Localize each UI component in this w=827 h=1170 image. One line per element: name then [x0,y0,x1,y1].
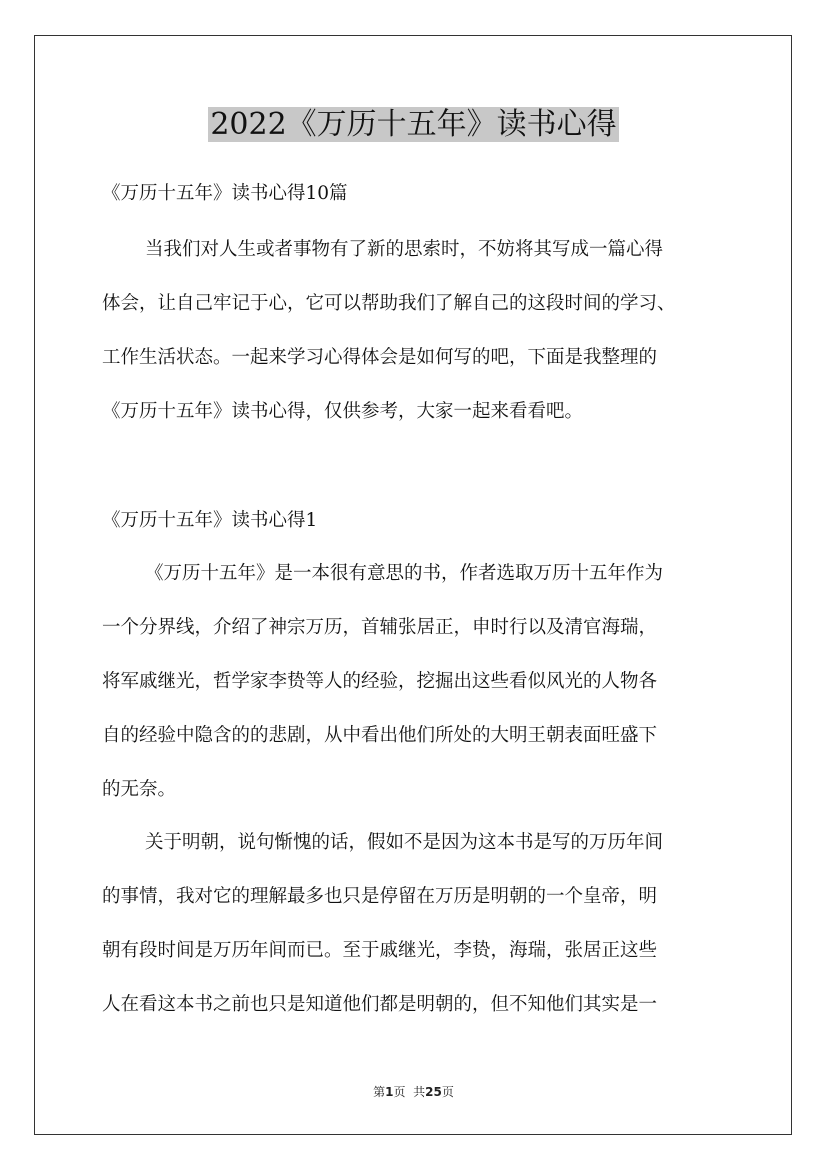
intro-line-4: 《万历十五年》读书心得，仅供参考，大家一起来看看吧。 [102,401,584,422]
para1-line-5: 的无奈。 [102,779,177,800]
total-pages: 25 [425,1085,442,1099]
page-prefix: 第 [373,1085,386,1099]
para1-line-2: 一个分界线，介绍了神宗万历，首辅张居正，申时行以及清官海瑞， [102,617,658,638]
para2-line-3: 朝有段时间是万历年间而已。至于戚继光，李贽，海瑞，张居正这些 [102,940,658,961]
page-number: 1 [385,1085,394,1099]
intro-line-3: 工作生活状态。一起来学习心得体会是如何写的吧，下面是我整理的 [102,347,658,368]
intro-line-2: 体会，让自己牢记于心，它可以帮助我们了解自己的这段时间的学习、 [102,293,676,314]
para2-line-2: 的事情，我对它的理解最多也只是停留在万历是明朝的一个皇帝，明 [102,886,658,907]
page-suffix: 页 [393,1085,406,1099]
document-subtitle: 《万历十五年》读书心得10篇 [102,183,348,204]
para1-line-3: 将军戚继光，哲学家李贽等人的经验，挖掘出这些看似风光的人物各 [102,671,658,692]
document-title: 2022《万历十五年》读书心得 [210,107,617,142]
para1-line-1: 《万历十五年》是一本很有意思的书，作者选取万历十五年作为 [145,563,664,584]
intro-line-1: 当我们对人生或者事物有了新的思索时，不妨将其写成一篇心得 [145,239,664,260]
para1-line-4: 自的经验中隐含的的悲剧，从中看出他们所处的大明王朝表面旺盛下 [102,725,658,746]
para2-line-1: 关于明朝，说句惭愧的话，假如不是因为这本书是写的万历年间 [145,832,664,853]
section-heading: 《万历十五年》读书心得1 [102,510,318,531]
total-suffix: 页 [441,1085,454,1099]
page-footer [0,1083,827,1100]
total-prefix: 共 [413,1085,426,1099]
para2-line-4: 人在看这本书之前也只是知道他们都是明朝的，但不知他们其实是一 [102,994,658,1015]
